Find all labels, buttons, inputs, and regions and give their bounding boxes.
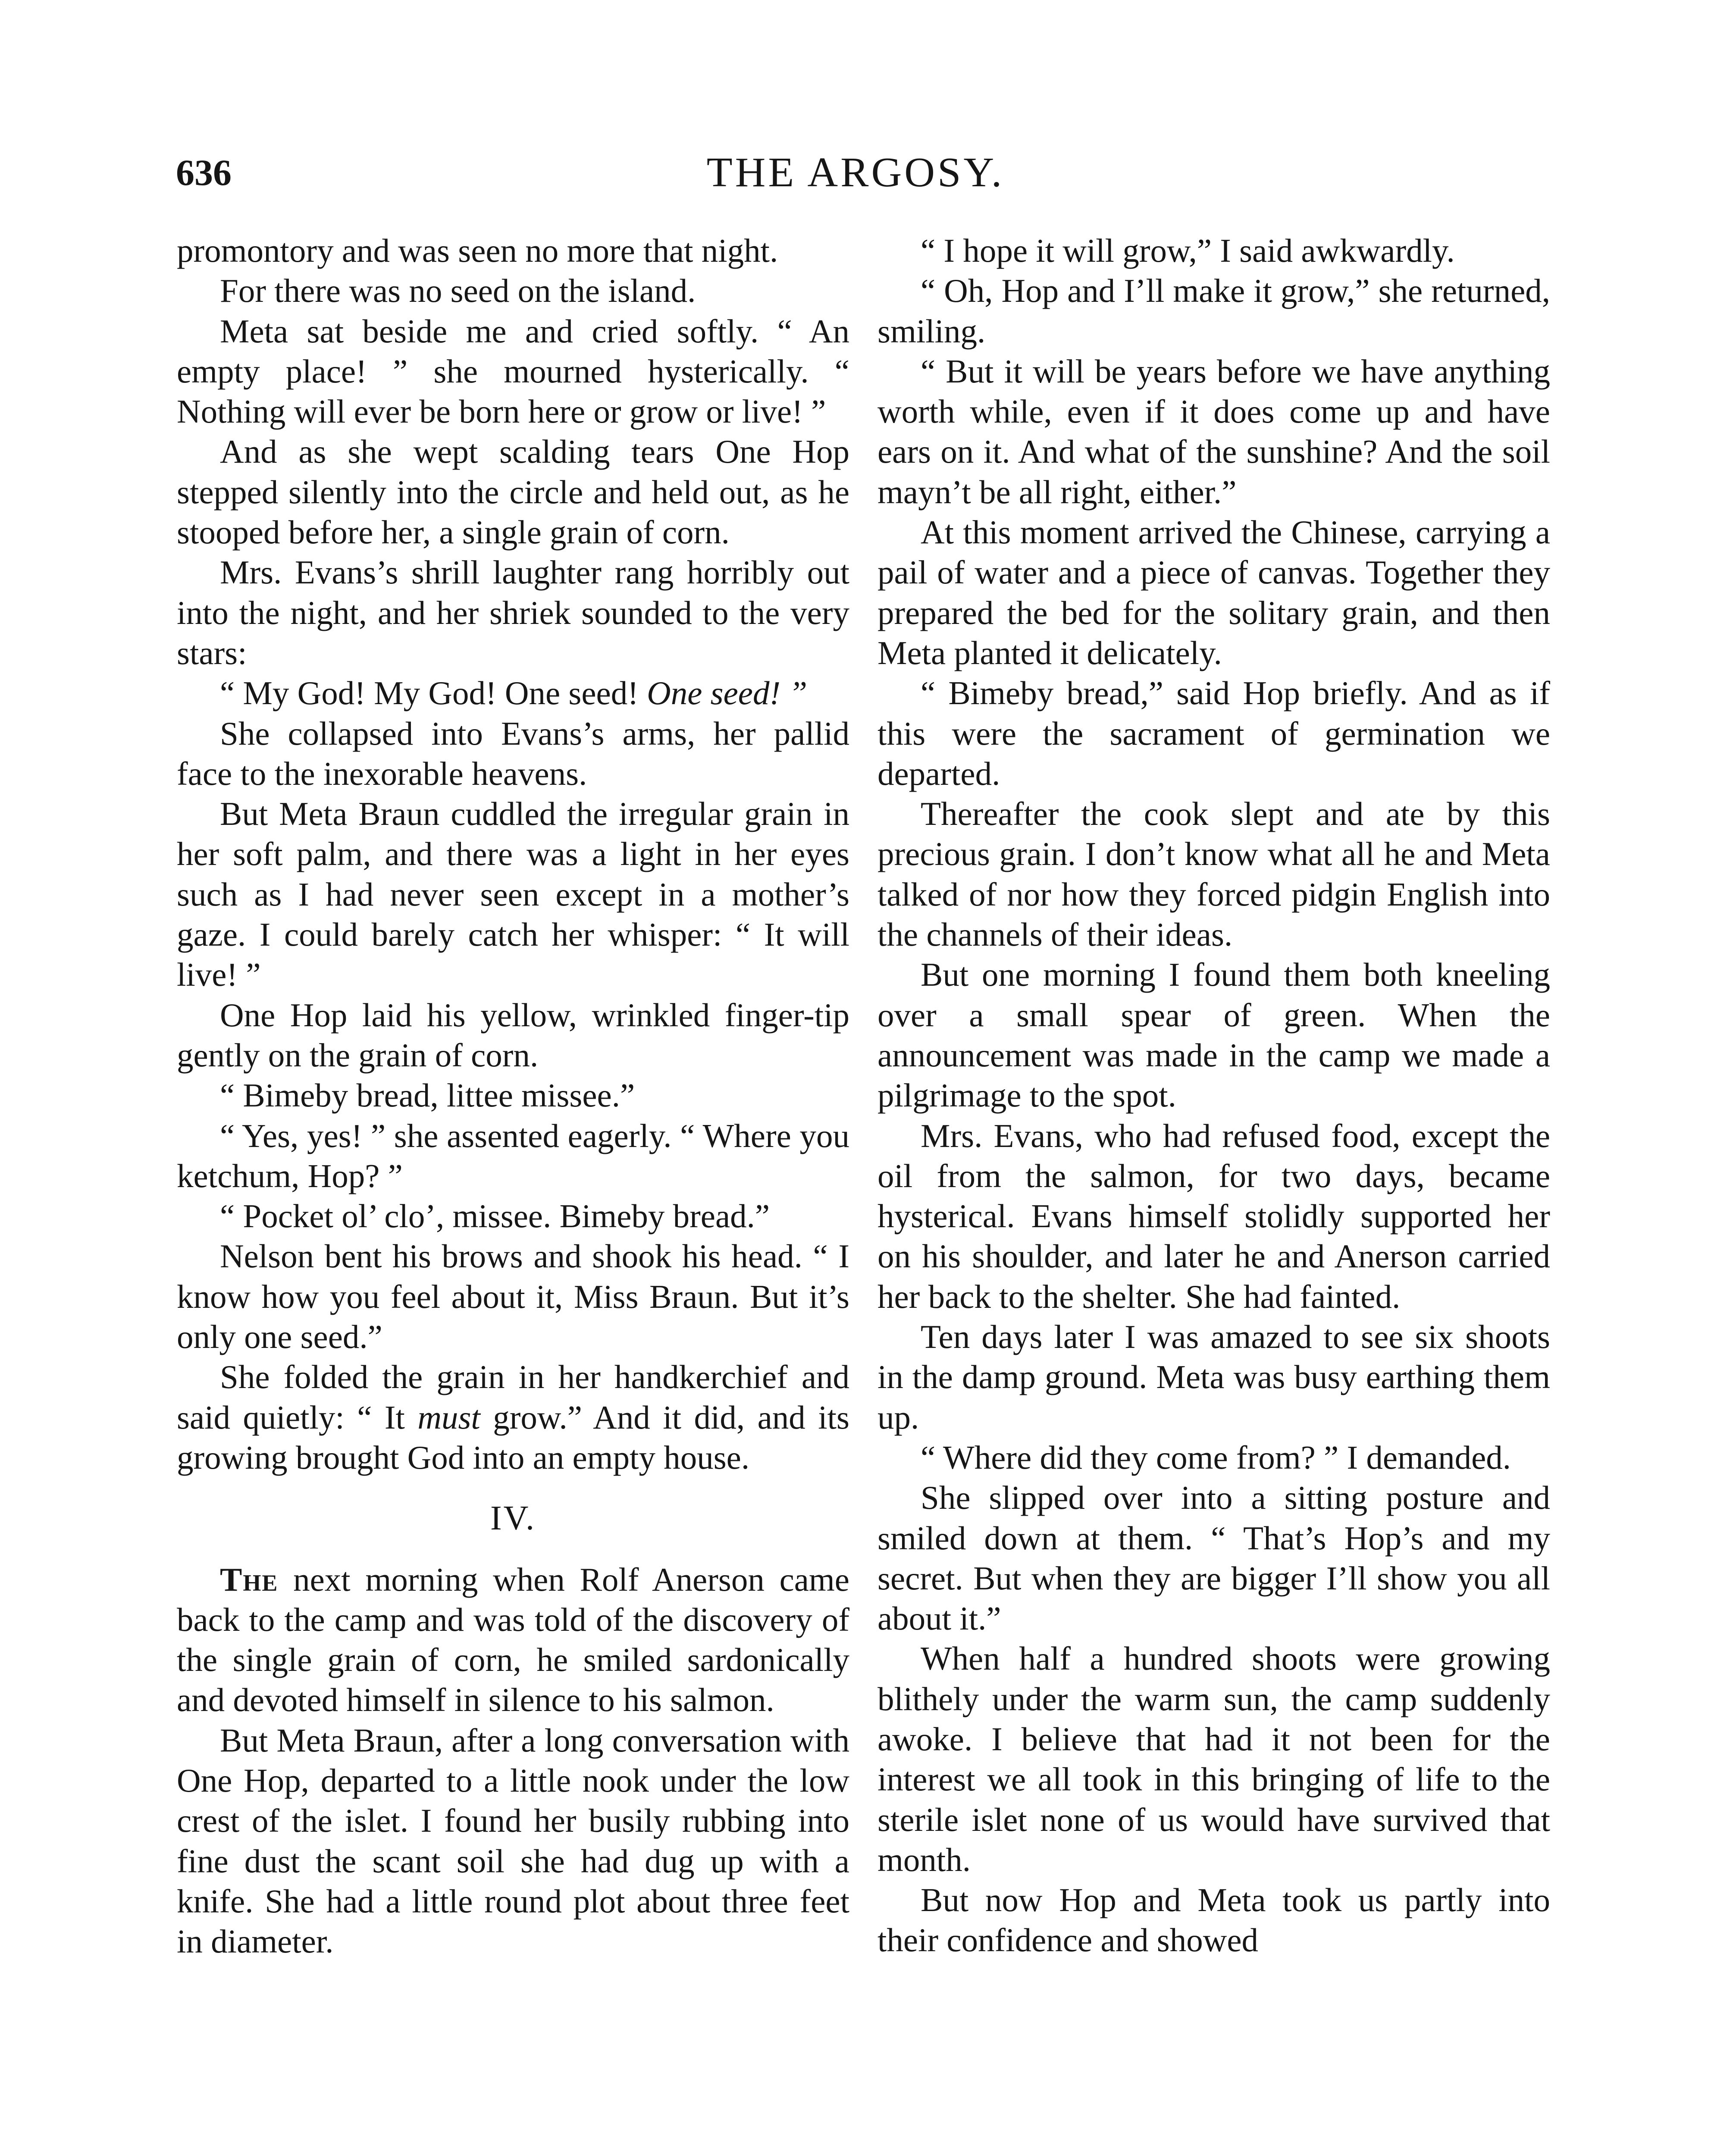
italic-text: One seed! ” <box>647 674 808 712</box>
paragraph: But now Hop and Meta took us partly into their confidence and showed <box>877 1881 1550 1959</box>
italic-text: must <box>417 1398 480 1436</box>
paragraph <box>177 673 849 713</box>
page-header <box>0 142 1711 203</box>
paragraph: At this moment arrived the Chinese, carrying a pail of water and a piece of canvas. Together they prepared the bed for the solitary grain, and then Meta planted it delicately. <box>877 514 1550 671</box>
paragraph <box>177 1560 849 1720</box>
paragraph-text: next morning when Rolf Anerson came back to the camp and was told of the discovery of the single grain of corn, he smiled sardonically and devoted himself in silence to his salmon. <box>177 1561 849 1719</box>
page-number: 636 <box>176 152 232 193</box>
paragraph-text: “ My God! My God! One seed! <box>220 674 647 712</box>
paragraph: “ I hope it will grow,” I said awkwardly. <box>921 232 1455 269</box>
paragraph: “ Where did they come from? ” I demanded. <box>921 1438 1511 1476</box>
paragraph: Meta sat beside me and cried softly. “ An empty place! ” she mourned hysterically. “ Nothing will ever be born here or grow or live! ” <box>177 312 849 430</box>
section-heading: IV. <box>490 1499 536 1538</box>
paragraph: “ Bimeby bread, littee missee.” <box>220 1077 635 1114</box>
paragraph: She collapsed into Evans’s arms, her pallid face to the inexorable heavens. <box>177 714 849 792</box>
paragraph: promontory and was seen no more that night. <box>177 232 778 269</box>
paragraph: Thereafter the cook slept and ate by this precious grain. I don’t know what all he and Meta talked of nor how they forced pidgin English into the channels of their ideas. <box>877 795 1550 953</box>
smallcaps-lead: The <box>220 1561 279 1598</box>
paragraph: “ Oh, Hop and I’ll make it grow,” she returned, smiling. <box>877 272 1550 350</box>
paragraph: But one morning I found them both kneeling over a small spear of green. When the announcement was made in the camp we made a pilgrimage to the spot. <box>877 956 1550 1114</box>
left-column <box>177 231 849 1962</box>
paragraph: “ But it will be years before we have anything worth while, even if it does come up and have ears on it. And what of the sunshine? And the soil mayn’t be all right, either.” <box>877 352 1550 511</box>
paragraph-text: grow.” And it did, and its growing brought God into an empty house. <box>177 1398 850 1476</box>
paragraph: But Meta Braun cuddled the irregular grain in her soft palm, and there was a light in her eyes such as I had never seen except in a mother’s gaze. I could barely catch her whisper: “ It will live! ” <box>177 795 849 993</box>
paragraph: “ Pocket ol’ clo’, missee. Bimeby bread.” <box>220 1197 770 1235</box>
right-column <box>877 231 1550 1961</box>
running-head: THE ARGOSY. <box>706 149 1005 196</box>
paragraph: When half a hundred shoots were growing blithely under the warm sun, the camp suddenly awoke. I believe that had it not been for the interest we all took in this bringing of life to the sterile islet none of us would have survived that month. <box>877 1640 1550 1878</box>
paragraph: “ Yes, yes! ” she assented eagerly. “ Where you ketchum, Hop? ” <box>177 1117 849 1194</box>
paragraph: One Hop laid his yellow, wrinkled finger-tip gently on the grain of corn. <box>177 996 849 1074</box>
paragraph <box>177 1357 849 1478</box>
paragraph: Nelson bent his brows and shook his head. “ I know how you feel about it, Miss Braun. But it’s only one seed.” <box>177 1238 849 1356</box>
paragraph-text: She folded the grain in her handkerchief and said quietly: “ It <box>177 1358 849 1436</box>
paragraph: Mrs. Evans, who had refused food, except the oil from the salmon, for two days, became hysterical. Evans himself stolidly supported her on his shoulder, and later he and Anerson carried her back to the shelter. She had fainted. <box>877 1117 1550 1315</box>
paragraph: And as she wept scalding tears One Hop stepped silently into the circle and held out, as he stooped before her, a single grain of corn. <box>177 433 849 551</box>
paragraph: For there was no seed on the island. <box>220 272 696 310</box>
paragraph: Mrs. Evans’s shrill laughter rang horribly out into the night, and her shriek sounded to the very stars: <box>177 554 849 671</box>
paragraph: “ Bimeby bread,” said Hop briefly. And as if this were the sacrament of germination we departed. <box>877 674 1550 792</box>
paragraph: Ten days later I was amazed to see six shoots in the damp ground. Meta was busy earthing them up. <box>877 1318 1550 1436</box>
paragraph: But Meta Braun, after a long conversation with One Hop, departed to a little nook under the low crest of the islet. I found her busily rubbing into fine dust the scant soil she had dug up with a knife. She had a little round plot about three feet in diameter. <box>177 1721 849 1960</box>
paragraph: She slipped over into a sitting posture and smiled down at them. “ That’s Hop’s and my secret. But when they are bigger I’ll show you all about it.” <box>877 1479 1550 1637</box>
